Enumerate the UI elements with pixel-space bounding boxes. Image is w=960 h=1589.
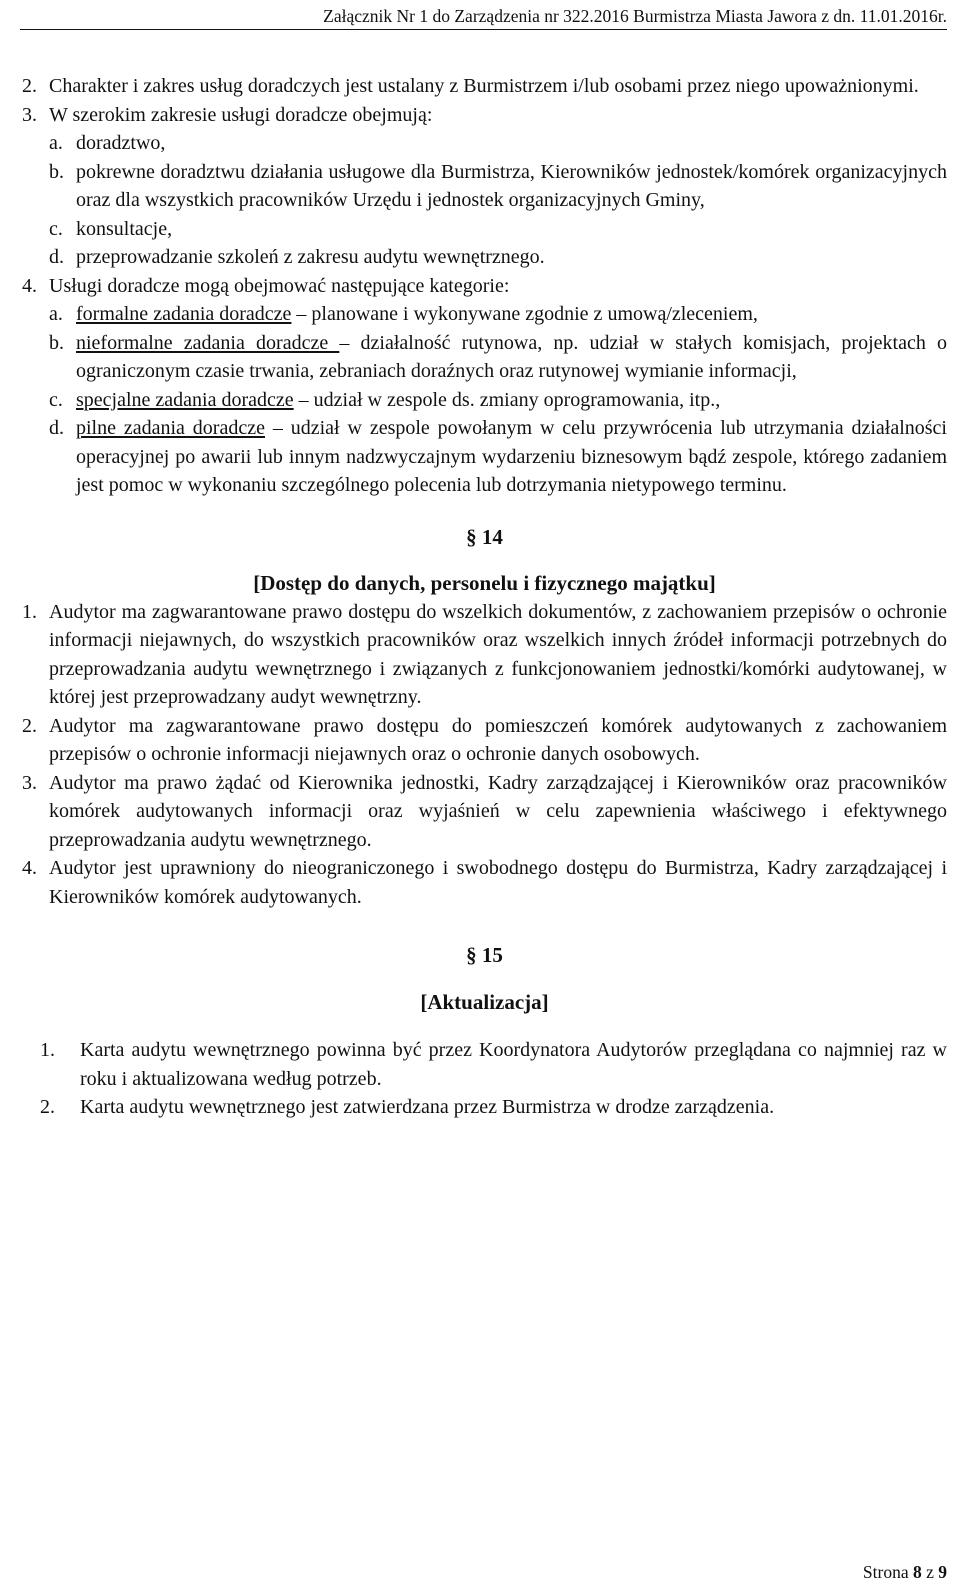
item-letter: d. (49, 246, 64, 268)
item-letter: c. (49, 388, 63, 411)
page-label: Strona (862, 1562, 909, 1582)
item-text: przeprowadzanie szkoleń z zakresu audytu wewnętrznego. (76, 246, 545, 268)
page-header: Załącznik Nr 1 do Zarządzenia nr 322.2016 Burmistrza Miasta Jawora z dn. 11.01.2016r. (323, 6, 947, 26)
item-letter: a. (49, 132, 63, 154)
sublist-item (49, 243, 947, 272)
list-item (22, 769, 947, 855)
item-letter: d. (49, 417, 64, 439)
item-number: 2. (22, 714, 37, 737)
item-text: Audytor ma zagwarantowane prawo dostępu do pomieszczeń komórek audytowanych z zachowaniem przepisów o ochronie informacji niejawnych oraz o ochronie danych osobowych. (49, 714, 947, 765)
header-rule (20, 29, 947, 30)
item-letter: a. (49, 303, 63, 325)
item-number: 4. (22, 857, 37, 879)
item-number: 3. (22, 771, 37, 794)
sublist-item (49, 386, 947, 415)
list-item (22, 272, 947, 301)
section-title: [Aktualizacja] (420, 989, 549, 1014)
section-sign: § 15 (466, 943, 503, 967)
item-text: planowane i wykonywane zgodnie z umową/zleceniem, (311, 303, 758, 325)
item-letter: b. (49, 160, 64, 183)
dash: – (291, 303, 312, 325)
sublist-item (49, 329, 947, 386)
list-item (22, 598, 947, 712)
list-item (22, 1036, 947, 1093)
list-item (22, 72, 947, 101)
item-text: Charakter i zakres usług doradczych jest ustalany z Burmistrzem i/lub osobami przez niego upoważnionymi. (49, 75, 919, 97)
section-title: [Dostęp do danych, personelu i fizycznego majątku] (253, 571, 716, 595)
item-number: 2. (22, 75, 37, 97)
item-text: Karta audytu wewnętrznego jest zatwierdzana przez Burmistrza w drodze zarządzenia. (80, 1096, 775, 1118)
item-letter: c. (49, 217, 63, 240)
dash: – (264, 417, 291, 439)
item-text: udział w zespole ds. zmiany oprogramowania, itp., (313, 388, 721, 411)
sublist-item (49, 300, 947, 329)
item-text: Karta audytu wewnętrznego powinna być przez Koordynatora Audytorów przeglądana co najmniej raz w roku i aktualizowana według potrzeb. (80, 1039, 947, 1090)
item-text: Audytor jest uprawniony do nieograniczonego i swobodnego dostępu do Burmistrza, Kadry zarządzającej i Kierowników komórek audytowanych. (49, 857, 947, 908)
document-body (22, 72, 947, 1122)
page-total: 9 (938, 1562, 947, 1582)
item-text: Usługi doradcze mogą obejmować następujące kategorie: (49, 274, 510, 297)
list-item (22, 854, 947, 911)
page-footer (863, 1561, 947, 1583)
item-text: działalność rutynowa, np. udział w stałych komisjach, projektach o ograniczonym czasie trwania, zebraniach doraźnych oraz rutynowej wymianie informacji, (76, 331, 947, 382)
list-item (22, 101, 947, 130)
section-sign: § 14 (466, 524, 503, 549)
item-number: 1. (22, 600, 37, 623)
sublist-item (49, 414, 947, 500)
page-number: 8 (912, 1562, 922, 1582)
sublist-item (49, 158, 947, 215)
category-label: pilne zadania doradcze (76, 417, 265, 439)
category-label: specjalne zadania doradcze (76, 388, 294, 411)
item-number: 1. (40, 1039, 55, 1061)
sublist-item (49, 215, 947, 244)
item-text: W szerokim zakresie usługi doradcze obejmują: (49, 103, 433, 126)
dash: – (293, 388, 314, 411)
item-number: 4. (22, 274, 37, 297)
item-text: pokrewne doradztwu działania usługowe dla Burmistrza, Kierowników jednostek/komórek organizacyjnych oraz dla wszystkich pracowników Urzędu i jednostek organizacyjnych Gminy, (76, 160, 947, 211)
item-number: 2. (40, 1096, 55, 1118)
page-of: z (926, 1562, 934, 1582)
item-text: Audytor ma prawo żądać od Kierownika jednostki, Kadry zarządzającej i Kierowników oraz pracowników komórek audytowanych informacji oraz wyjaśnień w celu zapewnienia właściwego i efektywnego przeprowadzania audytu wewnętrznego. (49, 771, 947, 851)
item-text: udział w zespole powołanym w celu przywrócenia lub utrzymania działalności operacyjnej po awarii lub innym nadzwyczajnym wydarzeniu biznesowym bądź zespole, którego zadaniem jest pomoc w wykonaniu szczególnego polecenia lub dotrzymania nietypowego terminu. (76, 417, 947, 496)
item-number: 3. (22, 103, 37, 126)
item-text: doradztwo, (76, 132, 166, 154)
sublist-item (49, 129, 947, 158)
category-label: nieformalne zadania doradcze (76, 331, 340, 354)
list-item (22, 712, 947, 769)
item-letter: b. (49, 331, 64, 354)
list-item (22, 1093, 947, 1122)
item-text: konsultacje, (76, 217, 173, 240)
category-label: formalne zadania doradcze (76, 303, 292, 325)
dash: – (339, 331, 361, 354)
item-text: Audytor ma zagwarantowane prawo dostępu do wszelkich dokumentów, z zachowaniem przepisów o ochronie informacji niejawnych, do wszystkich pracowników oraz wszelkich innych źródeł informacji potrzebnych do przeprowadzania audytu wewnętrznego i związanych z funkcjonowaniem jednostki/komórki audytowanej, w której jest przeprowadzany audyt wewnętrzny. (49, 600, 947, 708)
